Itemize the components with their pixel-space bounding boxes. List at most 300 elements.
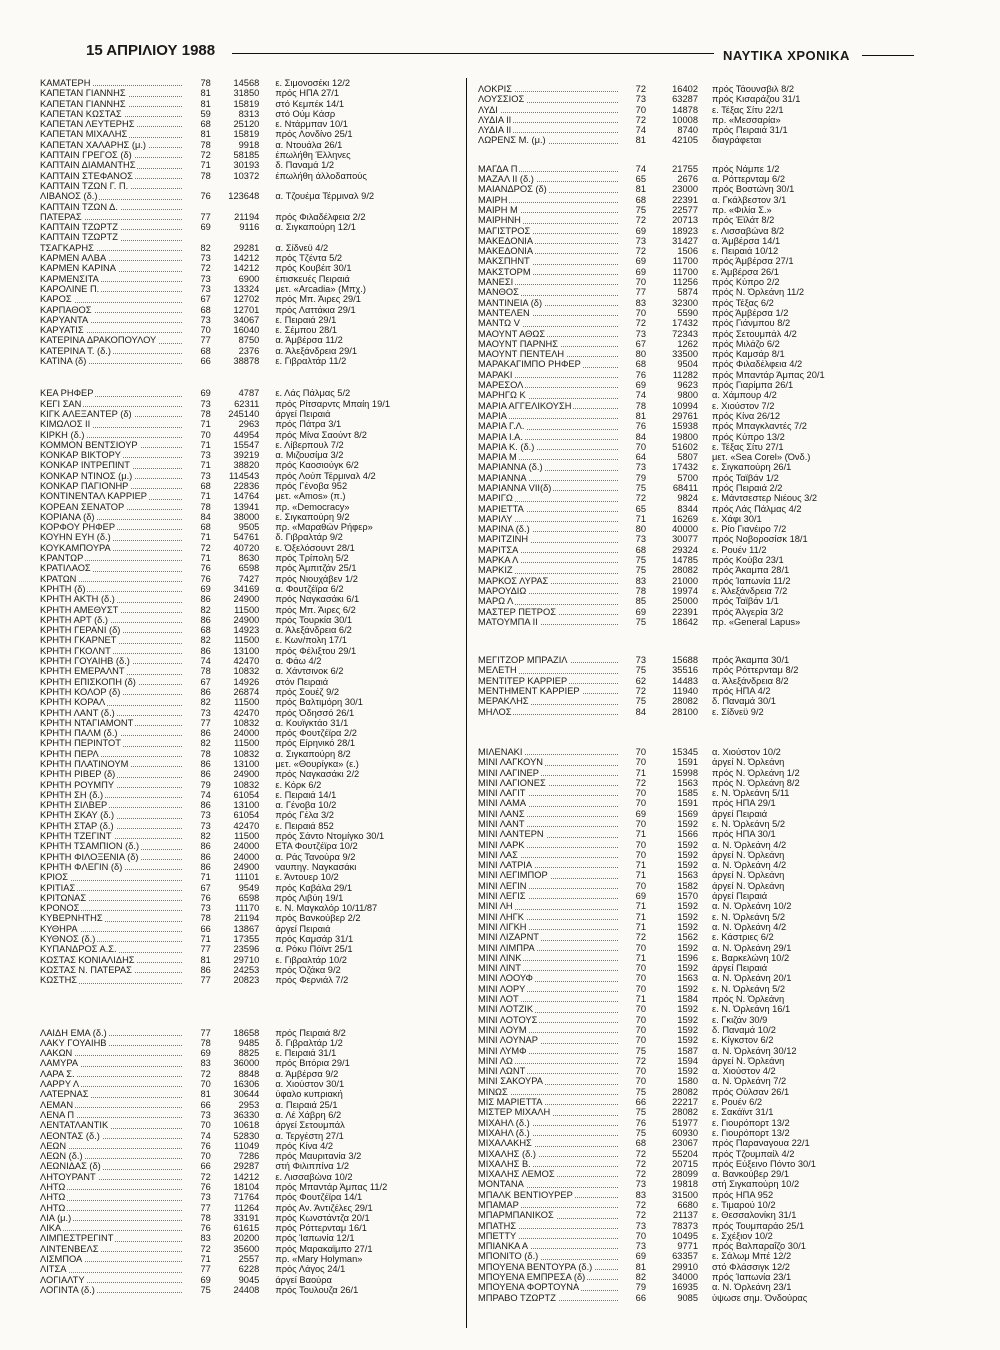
ship-name-text: ΛΥΔΙΑ ΙΙ (478, 114, 512, 125)
ship-name (478, 1241, 620, 1251)
tonnage: 10008 (672, 114, 698, 125)
tonnage: 1592 (677, 1035, 698, 1046)
ship-row (40, 790, 450, 800)
ship-name (478, 973, 620, 983)
voyage-status: πρ. «Mary Holyman» (275, 1254, 363, 1265)
ship-name-text: ΜΑΡΙΕΤΤΑ (478, 503, 524, 514)
tonnage: 63287 (672, 94, 698, 105)
ship-name (478, 545, 620, 555)
build-year: 69 (635, 808, 646, 819)
tonnage: 22391 (672, 606, 698, 617)
ship-name-text: ΚΑΡΟΛΙΝΕ Π. (40, 283, 100, 294)
ship-row (478, 1035, 918, 1045)
tonnage: 6228 (238, 1264, 260, 1275)
voyage-status: πρός Σάντο Ντομίγκο 30/1 (275, 831, 385, 842)
voyage-status: πρός Γέλα 3/2 (275, 810, 334, 821)
ship-name-text: ΜΟΝΤΑΝΑ (478, 1179, 524, 1190)
build-year: 73 (200, 820, 211, 831)
ship-name-text: ΜΙΧΑΛΗΣ (δ.) (478, 1148, 536, 1159)
build-year: 70 (635, 1014, 646, 1025)
tonnage: 10832 (233, 717, 260, 728)
build-year: 70 (635, 839, 646, 850)
build-year: 71 (200, 160, 211, 171)
tonnage: 8740 (677, 125, 698, 136)
ship-name (478, 205, 620, 215)
ship-name-text: ΜΑΡΙΑ Ι.Α. (478, 431, 523, 442)
build-year: 86 (200, 759, 211, 769)
ship-name-text: ΜΠΙΑΝΚΑ Α (478, 1241, 529, 1252)
tonnage: 31850 (233, 88, 260, 99)
header-rule-right (862, 55, 914, 56)
build-year: 67 (635, 338, 646, 349)
build-year: 77 (635, 287, 646, 298)
ship-row (40, 749, 450, 759)
build-year: 69 (635, 891, 646, 902)
build-year: 83 (200, 1233, 211, 1244)
ship-row (478, 1190, 918, 1200)
ship-name (478, 901, 620, 911)
voyage-status: πρός Βαλπαραΐζο 30/1 (712, 1241, 806, 1252)
build-year: 74 (635, 125, 646, 136)
tonnage: 24000 (233, 841, 260, 852)
ship-row (478, 473, 918, 483)
ship-name-text: ΜΑΟΥΝΤ ΠΑΡΝΗΣ (478, 338, 558, 349)
ship-row (478, 1210, 918, 1220)
build-year: 78 (200, 1037, 211, 1048)
tonnage: 1262 (677, 338, 698, 349)
voyage-status: α. Άμβέρσα 11/2 (275, 335, 343, 346)
ship-name (40, 955, 184, 965)
tonnage: 11500 (234, 635, 260, 646)
ship-name (478, 994, 620, 1004)
ship-name-text: ΚΡΗΤΗ ΓΕΡΑΝΙ (δ) (40, 625, 121, 636)
ship-name (478, 115, 620, 125)
tonnage: 1594 (677, 1055, 698, 1066)
build-year: 84 (635, 706, 646, 717)
tonnage: 1563 (677, 973, 698, 984)
build-year (184, 232, 211, 242)
ship-name-text: ΛΕΟΝΤΑΣ (δ.) (40, 1130, 100, 1141)
ship-name-text: ΛΙΜΠΕΣΤΡΕΓΙΝΤ (40, 1233, 114, 1244)
ship-name-text: ΛΟΚΡΙΣ (478, 84, 512, 94)
tonnage: 9045 (238, 1274, 260, 1285)
ship-name-text: ΚΡΙΟΣ (40, 872, 68, 883)
ship-name (40, 1275, 184, 1285)
voyage-status: α. Ν. Όρλεάνη 20/1 (712, 973, 792, 984)
ship-name (40, 430, 184, 440)
ship-name-text: ΚΡΟΝΟΣ (40, 903, 80, 914)
voyage-status: πρός Φουτζέϊρα 14/1 (275, 1192, 363, 1203)
build-year: 86 (200, 614, 211, 625)
build-year: 74 (200, 789, 211, 800)
voyage-status: ε. Σακάϊντ 31/1 (712, 1107, 774, 1118)
voyage-status: πρός Τουλουζα 26/1 (275, 1284, 359, 1295)
tonnage: 61054 (233, 810, 260, 821)
voyage-status: ε. Κίγκστον 6/2 (712, 1035, 774, 1046)
ship-name (478, 757, 620, 767)
ship-name-text: ΜΑΡΑΚΙ (478, 369, 513, 380)
tonnage: 15819 (233, 98, 260, 109)
voyage-status: πρός Φουτζέϊρα 2/2 (275, 728, 357, 739)
build-year: 82 (200, 604, 211, 615)
ship-row (40, 471, 450, 481)
tonnage: 6680 (677, 1199, 698, 1210)
ship-name (478, 1149, 620, 1159)
ship-row (40, 212, 450, 222)
build-year: 70 (635, 963, 646, 974)
ship-row (478, 840, 918, 850)
tonnage: 29761 (672, 410, 698, 421)
ship-name (40, 687, 184, 697)
ship-name (478, 1056, 620, 1066)
voyage-status: ε. Λίβερπουλ 7/2 (275, 439, 344, 450)
ship-row (40, 502, 450, 512)
ship-name (40, 728, 184, 738)
build-year: 76 (200, 892, 211, 903)
ship-row (478, 226, 918, 236)
ship-name (40, 543, 184, 553)
tonnage: 14212 (233, 253, 260, 264)
voyage-status: πρός Τζουμπαίλ 4/2 (712, 1148, 795, 1159)
ship-name-text: ΜΑΡΙΑ (478, 410, 507, 421)
ship-name (40, 1110, 184, 1120)
ship-name (478, 912, 620, 922)
ship-name (478, 676, 620, 686)
tonnage: 1563 (677, 870, 698, 881)
build-year: 70 (635, 942, 646, 953)
build-year: 71 (635, 829, 646, 840)
build-year: 71 (635, 870, 646, 881)
ship-row (40, 635, 450, 645)
ship-row (40, 574, 450, 584)
ship-row (478, 1231, 918, 1241)
ship-name (478, 1200, 620, 1210)
ship-row (40, 140, 450, 150)
ship-row (478, 565, 918, 575)
ship-name-text: ΜΕΝΤΗΜΕΝΤ ΚΑΡΡΙΕΡ (478, 686, 580, 697)
build-year: 71 (200, 934, 211, 945)
build-year: 79 (635, 1282, 646, 1293)
tonnage: 10832 (233, 748, 260, 759)
build-year: 86 (200, 964, 211, 975)
build-year: 75 (635, 555, 646, 566)
ship-name (478, 565, 620, 575)
ship-name (40, 356, 184, 366)
ship-name (478, 1262, 620, 1272)
voyage-status: ε. Γκιζάν 30/9 (712, 1014, 768, 1025)
voyage-status: ε. Κάστριες 6/2 (712, 932, 774, 943)
voyage-status: α. Χιούστον 30/1 (275, 1079, 345, 1090)
tonnage: 6900 (238, 273, 260, 284)
ship-name (478, 267, 620, 277)
voyage-status: μετ. «Amos» (π.) (275, 491, 346, 502)
ship-row (478, 105, 918, 115)
build-year: 78 (200, 1212, 211, 1223)
tonnage: 2953 (238, 1099, 260, 1110)
ship-name-text: ΚΑΠΕΤΑΝ ΜΙΧΑΛΗΣ (40, 129, 128, 140)
ship-name (40, 532, 184, 542)
tonnage: 18104 (233, 1181, 260, 1192)
build-year: 68 (200, 119, 211, 130)
tonnage: 20715 (672, 1158, 698, 1169)
build-year: 68 (200, 345, 211, 356)
ship-row (478, 298, 918, 308)
ship-name (478, 809, 620, 819)
ship-name (40, 605, 184, 615)
ship-name-text: ΜΙΝΙ ΛΑΓΙΝΕΡ (478, 767, 539, 778)
ship-row (40, 1244, 450, 1254)
tonnage: 1592 (677, 1004, 698, 1015)
voyage-status: πρός Τουμπαράο 25/1 (712, 1220, 805, 1231)
build-year: 86 (200, 728, 211, 739)
ship-row (40, 109, 450, 119)
ship-name-text: ΛΙΣΜΠΟΑ (40, 1254, 83, 1265)
tonnage: 1592 (677, 963, 698, 974)
voyage-status: ε. Άλεξάνδρεια 7/2 (712, 585, 788, 596)
tonnage: 11170 (234, 903, 260, 914)
ship-name (478, 534, 620, 544)
voyage-status: πρ. «Democracy» (275, 501, 350, 512)
ship-name-text: ΛΗΤΟΥΡΑΝΤ (40, 1171, 96, 1182)
voyage-status: α. Χιούστον 4/2 (712, 1066, 776, 1077)
ship-row (40, 883, 450, 893)
voyage-status: δ. Παναμά 10/2 (712, 1024, 776, 1035)
voyage-status: πρός Τζέντα 5/2 (275, 253, 343, 264)
voyage-status: α. Γένοβα 10/2 (275, 800, 337, 811)
ship-name (40, 1151, 184, 1161)
tonnage: 11940 (672, 686, 698, 697)
tonnage: 23067 (672, 1138, 698, 1149)
ship-name (40, 1264, 184, 1274)
ship-name (40, 315, 184, 325)
voyage-status: πρός Μιλάζο 6/2 (712, 338, 780, 349)
voyage-status: πρός Μπαντάρ Άμπας 11/2 (275, 1181, 388, 1192)
ship-row (40, 944, 450, 954)
tonnage: 31427 (672, 235, 698, 246)
voyage-status: μετ. «Sea Corel» (Όνδ.) (712, 452, 811, 463)
ship-name (40, 243, 184, 253)
ship-name-text: ΚΑΤΕΡΙΝΑ ΔΡΑΚΟΠΟΥΛΟΥ (40, 335, 157, 346)
ship-row (40, 150, 450, 160)
ship-row (40, 697, 450, 707)
build-year: 66 (200, 1099, 211, 1110)
ship-name (478, 1169, 620, 1179)
ship-name-text: ΚΡΗΤΗ ΛΑΝΤ (δ.) (40, 707, 115, 718)
ship-name-text: ΛΙΑ (μ.) (40, 1212, 72, 1223)
ship-row (478, 339, 918, 349)
ship-name (478, 850, 620, 860)
voyage-status: δ. Γιβραλτάρ 1/2 (275, 1037, 343, 1048)
build-year: 81 (200, 88, 211, 99)
ship-row (478, 1076, 918, 1086)
ship-row (40, 232, 450, 242)
ship-row (478, 256, 918, 266)
build-year: 71 (200, 1254, 211, 1265)
ship-name (40, 1038, 184, 1048)
tonnage: 25120 (233, 119, 260, 130)
tonnage: 23596 (233, 944, 260, 955)
build-year: 86 (200, 769, 211, 780)
ship-row (478, 115, 918, 125)
ship-row (478, 1262, 918, 1272)
voyage-status: ε. Γιβραλτάρ 11/2 (275, 356, 347, 367)
ship-name (40, 409, 184, 419)
voyage-status: α. Άλεξάνδρεια 6/2 (275, 625, 352, 636)
ship-name (40, 109, 184, 119)
build-year: 70 (635, 798, 646, 809)
ship-name (478, 932, 620, 942)
ship-name (478, 195, 620, 205)
ship-name-text: ΜΙΝΙ ΣΑΚΟΥΡΑ (478, 1076, 543, 1087)
build-year: 86 (200, 686, 211, 697)
ship-name-text: ΚΑΠΕΤΑΝ ΛΕΥΤΕΡΗΣ (40, 119, 135, 130)
tonnage: 11049 (234, 1140, 260, 1151)
ship-name-text: ΚΥΒΕΡΝΗΤΗΣ (40, 913, 103, 924)
tonnage: 15819 (233, 129, 260, 140)
build-year: 70 (635, 277, 646, 288)
ship-name (40, 718, 184, 728)
ship-name (40, 388, 184, 398)
build-year: 72 (200, 542, 211, 553)
voyage-status: πρός Τρίπολη 5/2 (275, 553, 349, 564)
ship-row (478, 432, 918, 442)
ship-name-text: ΜΠΟΥΕΝΑ ΕΜΠΡΕΣΑ (δ) (478, 1272, 586, 1283)
ship-name (40, 191, 184, 201)
voyage-status: πρός Μπ. Άιρες 29/1 (275, 294, 361, 305)
ship-name (478, 84, 620, 94)
build-year: 76 (200, 563, 211, 574)
tonnage: 14483 (672, 675, 698, 686)
ship-name-text: ΚΡΗΤΗ ΓΚΟΛΝΤ (40, 645, 111, 656)
ship-name-text: ΜΑΝΕΣΙ (478, 277, 514, 288)
voyage-status: ε. Πειραιά 852 (275, 820, 334, 831)
ship-name-text: ΚΑΤΕΡΙΝΑ Τ. (δ.) (40, 345, 111, 356)
tonnage: 12701 (233, 304, 260, 315)
ship-name-text: ΜΑΙΡΗ (478, 194, 508, 205)
voyage-status: ε. Σίδνεϋ 9/2 (712, 706, 764, 717)
ship-name-text: ΜΑΝΤΕΛΕΝ (478, 307, 530, 318)
ship-name-text: ΚΡΗΤΗ ΕΜΕΡΑΛΝΤ (40, 666, 125, 677)
tonnage: 11500 (234, 604, 260, 615)
ship-name (478, 442, 620, 452)
tonnage: 1563 (677, 777, 698, 788)
ship-name-text: ΚΑΜΑΤΕΡΗ (40, 78, 91, 88)
tonnage: 20823 (233, 975, 260, 986)
tonnage: 14764 (233, 491, 260, 502)
ship-name-text: ΚΡΗΤΗ ΦΛΕΓΙΝ (δ) (40, 861, 123, 872)
ship-name (478, 174, 620, 184)
ship-row (40, 1161, 450, 1171)
tonnage: 19818 (672, 1179, 698, 1190)
tonnage: 13100 (233, 645, 260, 656)
build-year: 71 (200, 872, 211, 883)
ship-name-text: ΚΟΡΙΑΝΑ (δ) (40, 511, 95, 522)
ship-row (478, 819, 918, 829)
ship-name-text: ΚΑΡΠΑΘΟΣ (40, 304, 92, 315)
ship-row (478, 596, 918, 606)
build-year: 76 (635, 1117, 646, 1128)
voyage-status: πρός Είρηνικό 28/1 (275, 738, 356, 749)
ship-row (40, 171, 450, 181)
ship-name-text: ΜΙΝΙ ΛΑΣ (478, 849, 518, 860)
ship-name-text: ΚΟΝΚΑΡ ΒΙΚΤΟΡΥ (40, 450, 122, 461)
ship-row (40, 522, 450, 532)
voyage-status: πρός Καμσάρ 8/1 (712, 349, 785, 360)
build-year: 70 (635, 1230, 646, 1241)
build-year: 75 (635, 1045, 646, 1056)
voyage-status: άργεί Πειραιά (275, 923, 331, 934)
voyage-status: πρός Ν. Όρλεάνη 8/2 (712, 777, 800, 788)
ship-row (478, 164, 918, 174)
tonnage: 58185 (233, 150, 260, 161)
ship-row (40, 1213, 450, 1223)
ship-name (40, 749, 184, 759)
voyage-status: πρός Άλγερία 3/2 (712, 606, 784, 617)
voyage-status: ε. Ν. Όρλεάνη 5/2 (712, 983, 785, 994)
ship-name-text: ΚΑΠΤΑΙΝ ΤΖΩΝ Δ. (40, 201, 118, 212)
ship-row (478, 757, 918, 767)
ship-row (478, 452, 918, 462)
voyage-status: έπωλήθη Έλληνες (275, 150, 351, 161)
voyage-status: πρός Άμβέρσα 27/1 (712, 256, 794, 267)
build-year: 70 (635, 788, 646, 799)
ship-row (478, 912, 918, 922)
ship-name-text: ΜΑΡΙΛΥ (478, 513, 513, 524)
ship-name (478, 401, 620, 411)
ship-name-text: ΤΣΑΓΚΑΡΗΣ (40, 242, 94, 253)
ship-name (40, 563, 184, 573)
ship-name (40, 181, 184, 191)
ship-row (40, 78, 450, 88)
tonnage: 2557 (238, 1254, 260, 1265)
ship-name (40, 1048, 184, 1058)
ship-name-text: ΜΑΙΑΝΔΡΟΣ (δ) (478, 184, 547, 195)
ship-row (478, 329, 918, 339)
build-year: 70 (635, 441, 646, 452)
tonnage: 9116 (239, 222, 260, 233)
ship-name-text: ΜΕΡΑΚΛΗΣ (478, 696, 529, 707)
ship-name (40, 1058, 184, 1068)
ship-row (40, 1203, 450, 1213)
build-year: 75 (635, 1086, 646, 1097)
ship-name (478, 277, 620, 287)
voyage-status: πρός ΗΠΑ 30/1 (712, 829, 776, 840)
build-year: 75 (635, 565, 646, 576)
build-year: 68 (635, 544, 646, 555)
build-year: 84 (200, 511, 211, 522)
voyage-status: πρός Ταϊβάν 1/2 (712, 472, 779, 483)
ship-name-text: ΚΡΗΤΗ ΑΡΤ (δ.) (40, 614, 109, 625)
ship-row (478, 236, 918, 246)
ship-row (478, 676, 918, 686)
ship-name (40, 759, 184, 769)
tonnage: 1592 (677, 1066, 698, 1077)
ship-name (478, 1210, 620, 1220)
ship-row (40, 841, 450, 851)
tonnage: 19974 (672, 585, 698, 596)
voyage-status: α. Ν. Όρλεάνη 7/2 (712, 1076, 787, 1087)
voyage-status: α. Σιγκαπούρη 8/2 (275, 748, 351, 759)
ship-row (40, 440, 450, 450)
ship-row (40, 263, 450, 273)
build-year: 78 (200, 78, 211, 88)
ship-name (40, 335, 184, 345)
ship-name-text: ΚΑΠΤΑΙΝ ΤΖΩΡΤΖ (40, 232, 118, 243)
ship-row (40, 119, 450, 129)
voyage-status: α. Άλεξάνδρεια 29/1 (275, 345, 358, 356)
tonnage: 11256 (672, 277, 698, 288)
tonnage: 1592 (677, 849, 698, 860)
